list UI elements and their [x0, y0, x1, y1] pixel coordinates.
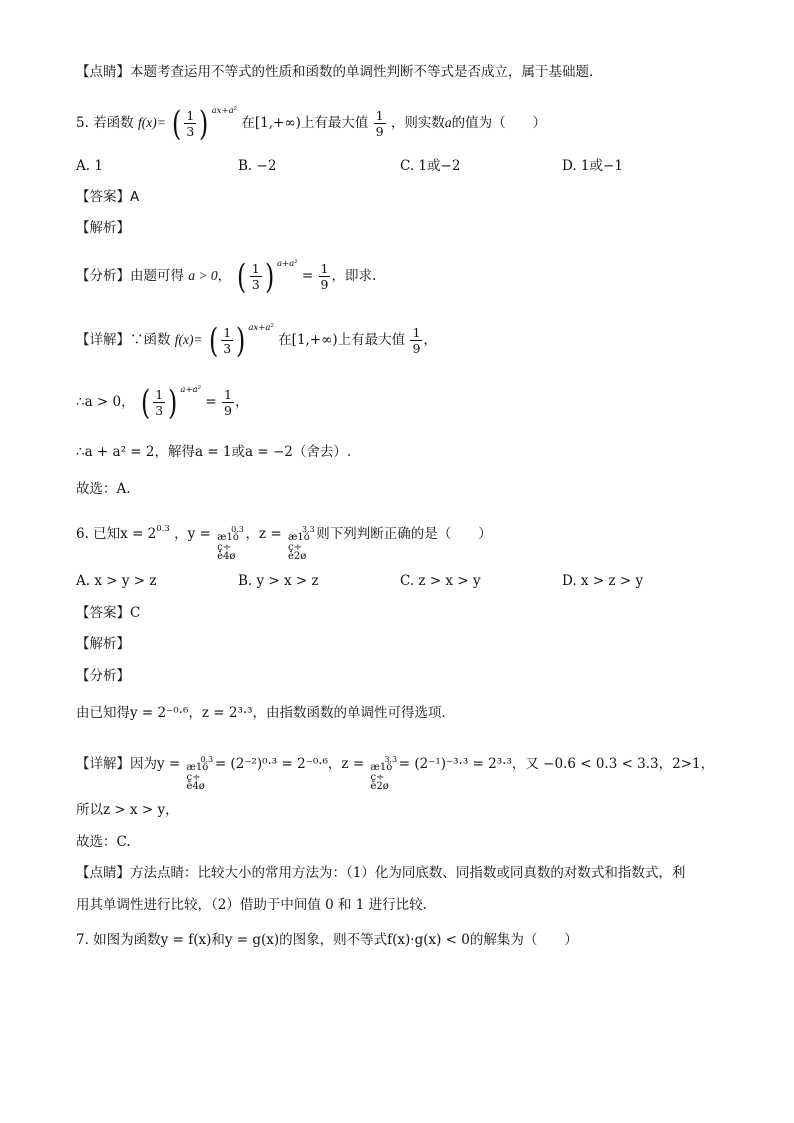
- question-5: 5. 若函数 f(x)= ( $\frac{1}{3}$ ) $^{ax+a^2}$ 在[1,+∞)上有最大值 $\frac{1}{9}$ ，则实数a的值为（ ）: [76, 103, 547, 144]
- q5-number: 5. 若函数: [76, 115, 134, 131]
- q6-answer: 【答案】C: [76, 605, 141, 621]
- dianjing2-line2: 用其单调性进行比较，（2）借助于中间值 0 和 1 进行比较.: [76, 897, 427, 913]
- q5-function: f(x)=: [137, 115, 166, 130]
- question-7: 7. 如图为函数y = f(x)和y = g(x)的图象，则不等式f(x)·g(x) < 0的解集为（ ）: [76, 932, 578, 948]
- question-6: 6. 已知$x = 2^{0.3}$ ，y = æ1ö ç÷ è4ø 0.3 ，z = æ1ö ç÷ è2ø 3.3 则下列判断正确的是（ ）: [76, 516, 492, 554]
- q6-fenxi-line: 由已知得y = 2⁻⁰·⁶，z = 2³·³，由指数函数的单调性可得选项.: [76, 705, 446, 721]
- q6-choose: 故选：C.: [76, 834, 131, 850]
- q5-option-a: A. 1: [76, 158, 103, 174]
- q5-option-c: C. 1或−2: [400, 158, 461, 174]
- q6-option-c: C. z > x > y: [400, 573, 481, 589]
- dianjing2-line1: 【点睛】方法点睛：比较大小的常用方法为：（1）化为同底数、同指数或同真数的对数式和指数式，利: [76, 865, 686, 881]
- q5-interval: 在[1,+∞)上有最大值: [241, 115, 369, 131]
- q5-step3: ∴a + a² = 2，解得a = 1或a = −2（舍去）.: [76, 444, 352, 460]
- q5-exponent: ax+a²: [211, 106, 238, 116]
- q6-y-garbled-formula: æ1ö ç÷ è4ø 0.3: [217, 524, 244, 562]
- q6-suoyi: 所以z > x > y，: [76, 802, 179, 818]
- q6-option-a: A. x > y > z: [76, 573, 157, 589]
- q5-choose: 故选：A.: [76, 481, 131, 497]
- q6-fenxi: 【分析】: [76, 668, 130, 684]
- q6-option-b: B. y > x > z: [238, 573, 319, 589]
- q5-xiangjie: 【详解】∵函数 f(x)= ( $\frac{1}{3}$ ) $^{ax+a^2}$ 在[1,+∞)上有最大值 $\frac{1}{9}$ ，: [76, 320, 437, 361]
- dianjing-line: [76, 62, 593, 82]
- q6-option-d: D. x > z > y: [562, 573, 644, 589]
- q6-z-garbled-formula: æ1ö ç÷ è2ø 3.3: [287, 524, 315, 562]
- q5-option-d: D. 1或−1: [562, 158, 623, 174]
- q5-base: ( $\frac{1}{3}$ ): [172, 103, 209, 144]
- q5-fenxi: 【分析】由题可得 a > 0， ( $\frac{1}{3}$ ) $^{a+a^2}$ = $\frac{1}{9}$ ，即求.: [76, 256, 377, 297]
- q5-jiexi: 【解析】: [76, 220, 130, 236]
- dianjing-text: 【点睛】本题考查运用不等式的性质和函数的单调性判断不等式是否成立，属于基础题.: [76, 64, 594, 80]
- q5-option-b: B. −2: [238, 158, 277, 174]
- q5-max: $\frac{1}{9}$: [375, 108, 384, 139]
- q5-answer: 【答案】A: [76, 189, 140, 205]
- q5-step2: ∴a > 0， ( $\frac{1}{3}$ ) $^{a+a^2}$ = $\frac{1}{9}$ ，: [76, 382, 249, 423]
- q6-xiangjie: 【详解】因为y = æ1ö ç÷ è4ø 0.3 = (2⁻²)⁰·³ = 2⁻⁰·⁶，z = æ1ö ç÷ è2ø 3.3 = (2⁻¹)⁻³·³ = 2³·³，又 −0.6 < 0.3 < 3.3，2>1，: [76, 754, 715, 792]
- q6-jiexi: 【解析】: [76, 636, 130, 652]
